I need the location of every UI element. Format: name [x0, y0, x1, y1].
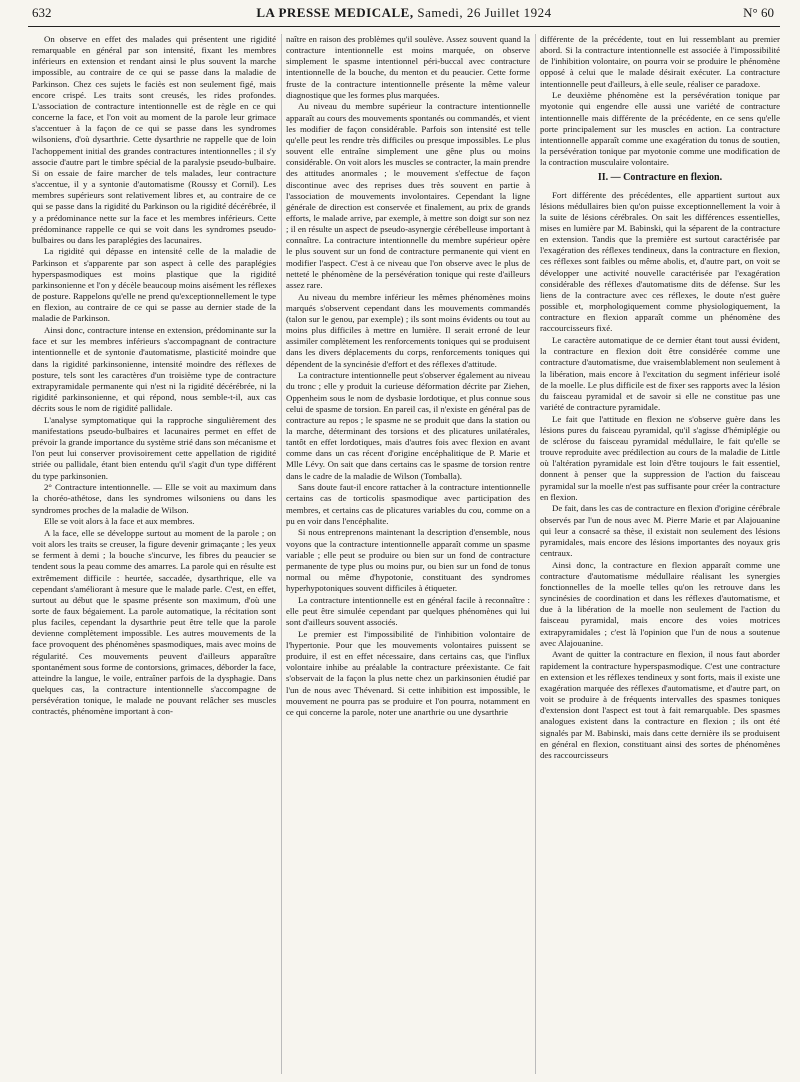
page-number: 632 — [32, 5, 52, 20]
column-divider — [535, 34, 536, 1074]
paragraph: différente de la précédente, tout en lui ressemblant au premier abord. Si la contracture intentionnelle est associée à l'impossibilité de l'inhibition volontaire, on pourra voir se produire le phénomène opposé à celui que le malade désirait exécuter. La contracture intentionnelle peut d'ailleurs, à elle seule, réaliser ce paradoxe. — [540, 34, 780, 89]
paragraph: La contracture intentionnelle peut s'observer également au niveau du tronc ; elle y produit la curieuse déformation décrite par Ziehen, Oppenheim sous le nom de dysbasie lordotique, et plus connue sous celui de spasme de torsion. En pareil cas, il n'existe en général pas de contracture au repos ; le spasme ne se produit que dans la station ou la marche, déterminant des torsions et des plicatures unilatérales, tantôt en effet lordotiques, mais d'autres fois avec flexion en avant comme dans un cas récent d'origine encéphalitique de P. Marie et Mlle Lévy. On sait que dans certains cas le spasme de torsion rentre dans le cadre de la maladie de Wilson (Tomballa). — [286, 370, 530, 481]
paragraph: Ainsi donc, la contracture en flexion apparaît comme une contracture d'automatisme médullaire réalisant les synergies fonctionnelles de la moelle telles qu'on les retrouve dans les syncinésies de coordination et dans les réflexes d'automatisme, et due à la libération de la moelle non seulement de l'action du faisceau pyramidal, mais encore des voies motrices extrapyramidales ; c'est là l'opinion que l'un de nous a soutenue avec Alajouanine. — [540, 559, 780, 648]
paragraph: Ainsi donc, contracture intense en extension, prédominante sur la face et sur les membres inférieurs s'accompagnant de contracture intentionnelle et de syntonie d'automatisme, plasticité moindre que dans la rigidité parkinsonienne, intensité moindre des réflexes de posture, tels sont les caractères d'un troisième type de contracture extrapyramidale permanente qui n'est ni la rigidité décérébrée, ni la rigidité parkinsonienne, et qui répond, nous semble-t-il, aux cas décrits sous le nom de rigidité pallidale. — [32, 325, 276, 414]
section-paragraph: 2° Contracture intentionnelle. — Elle se voit au maximum dans la choréo-athétose, dans les syndromes wilsoniens ou dans les syndromes proches de la maladie de Wilson. — [32, 482, 276, 515]
paragraph: Le caractère automatique de ce dernier étant tout aussi évident, la contracture en flexion doit être considérée comme une contracture d'automatisme, due vraisemblablement non seulement à la libération, mais encore à l'excitation du segment inférieur isolé de la moelle. Le plus difficile est de fixer ses rapports avec la lésion du faisceau pyramidal et de savoir si elle ne constitue pas une variété de contracture pyramidale. — [540, 335, 780, 412]
paragraph: De fait, dans les cas de contracture en flexion d'origine cérébrale observés par l'un de nous avec M. Pierre Marie et par Alajouanine qui leur a consacré sa thèse, il existait non seulement des lésions pyramidales, mais encore des lésions importantes des noyaux gris centraux. — [540, 503, 780, 559]
paragraph: La contracture intentionnelle est en général facile à reconnaître : elle peut être simulée cependant par quelques phénomènes qui lui sont d'ailleurs souvent associés. — [286, 594, 530, 628]
paragraph: Au niveau du membre inférieur les mêmes phénomènes moins marqués s'observent cependant dans les mouvements commandés (talon sur le genou, par exemple) ; ils sont moins évidents ou tout au moins plus difficiles à mettre en lumière. Il serait erroné de leur assimiler complètement les renforcements toniques qui se produisent dans les divers déplacements du corps, renforcements toniques qui dépendent de la syncinésie d'effort et des réflexes d'attitude. — [286, 291, 530, 369]
paragraph: Elle se voit alors à la face et aux membres. — [44, 516, 195, 527]
text-column-1 — [32, 34, 276, 1080]
paragraph: Le fait que l'attitude en flexion ne s'observe guère dans les lésions pures du faisceau pyramidal, qu'il s'agisse d'hémiplégie ou de sclérose du faisceau pyramidal médullaire, le fait qu'elle se trouve reproduite avec prédilection au cours de la maladie de Little où l'altération pyramidale est loin d'être toujours le fait essentiel, donnent à penser que la suppression de l'action du faisceau pyramidal sur la moelle n'est pas suffisante pour créer la contracture en flexion. — [540, 413, 780, 502]
text-column-2 — [286, 34, 530, 1080]
text-column-3 — [540, 34, 780, 1080]
paragraph: Avant de quitter la contracture en flexion, il nous faut aborder rapidement la contracture hyperspasmodique. C'est une contracture en extension et les réflexes tendineux y sont forts, mais il existe une exagération marquée des réflexes d'automatisme, et d'autre part, on voit se produire à de fréquents intervalles des spasmes toniques d'extension dont l'aspect est tout à fait remarquable. Des spasmes analogues existent dans la contracture en flexion ; ils ont été signalés par M. Babinski, mais dans cette dernière ils se produisent en général en flexion, constituant ainsi des sortes de phénomènes des raccourcisseurs — [540, 649, 780, 760]
issue-date: Samedi, 26 Juillet 1924 — [417, 5, 552, 20]
paragraph: Le premier est l'impossibilité de l'inhibition volontaire de l'hypertonie. Pour que les mouvements volontaires puissent se produire, il est en effet nécessaire, dans certains cas, que l'influx volontaire inhibe au préalable la contracture préexistante. Ce fait s'observait de la façon la plus nette chez un parkinsonien étudié par l'un de nous avec Thévenard. Si cette inhibition est impossible, le mouvement ne pourra pas se produire et l'on pourra, notamment en ce qui concerne la parole, noter une anarthrie ou une dysarthrie — [286, 628, 530, 717]
paragraph: Fort différente des précédentes, elle appartient surtout aux lésions médullaires bien qu'on puisse exceptionnellement la voir à la suite de lésions cérébrales. On sait les différences essentielles, mises en lumière par M. Babinski, qui la séparent de la contracture en extension. Tandis que la première est surtout caractérisée par l'exagération des réflexes tendineux, dans la contracture en flexion, ces réflexes sont faibles ou même abolis, et, d'autre part, on voit se développer une activité nouvelle caractérisée par l'exagération considérable des réflexes d'automatisme dits de défense. Sur les liens de la contracture avec ces réflexes, le doute n'est guère possible et, morphologiquement comme physiologiquement, la contracture en flexion apparaît comme un phénomène des raccourcisseurs fixé. — [540, 189, 780, 334]
paragraph: naître en raison des problèmes qu'il soulève. Assez souvent quand la contracture intentionnelle est moins marquée, on observe simplement le spasme intentionnel péri-buccal avec contracture intentionnelle de la bouche, du menton et du peaucier. Cette forme fruste de la contracture intentionnelle présente la même valeur diagnostique que les formes plus marquées. — [286, 34, 530, 100]
page-header — [28, 2, 780, 24]
header-rule — [28, 26, 780, 27]
paragraph: A la face, elle se développe surtout au moment de la parole ; on voit alors les traits se creuser, la figure devenir grimaçante ; les yeux se ferment à demi ; la bouche s'incurve, les fibres du peaucier se tendent sous la peau comme des amarres. La parole qui en résulte est extrêmement difficile : heurtée, saccadée, dysarthrique, elle va cependant s'améliorant à mesure que le malade parle. C'est, en effet, surtout au début que le spasme présente son maximum, d'où une sorte de faux bégaiement. La parole automatique, la récitation sont plus faciles, cependant la dysarthrie peut être telle que la parole devienne complètement impossible. Les autres mouvements de la face provoquent des phénomènes spasmodiques, mais avec moins de régularité. Ces mouvements peuvent d'ailleurs apparaître spontanément sous forme de contorsions, grimaces, déborder la face, atteindre la langue, le voile, entraîner parfois de la dysphagie. Dans quelques cas, la contracture intentionnelle s'accompagne de persévération tonique, le malade ne pouvant relâcher ses muscles contractés, phénomène important à con- — [32, 527, 276, 717]
column-divider — [281, 34, 282, 1074]
paragraph: Sans doute faut-il encore rattacher à la contracture intentionnelle certains cas de torticolis spasmodique avec participation des membres, et certains cas de plicatures variables du cou, comme on a pu en voir dans l'encéphalite. — [286, 482, 530, 526]
paragraph: Au niveau du membre supérieur la contracture intentionnelle apparaît au cours des mouvements spontanés ou commandés, et vient les modifier de façon considérable. Parfois son intensité est telle qu'elle peut les rendre très difficiles ou presque impossibles. Le plus souvent elle entraîne simplement une gêne plus ou moins considérable. On voit alors les muscles se contracter, la main prendre des attitudes anormales ; le mouvement s'effectue de façon discontinue avec des reprises dues très souvent en partie à l'association de mouvements involontaires. Cependant la ligne générale de direction est conservée et finalement, au prix de grands efforts, le malade arrive, par exemple, à mettre son doigt sur son nez ; il en résulte un aspect de pseudo-asynergie cérébelleuse important à connaître. La contracture intentionnelle du membre supérieur opère le plus souvent sur un fond de contracture permanente qui vient en modifier l'aspect. C'est à ce niveau que l'on observe avec le plus de netteté le phénomène de la persévération tonique qui reste d'ailleurs assez rare. — [286, 101, 530, 290]
journal-title: LA PRESSE MEDICALE, — [256, 5, 414, 20]
paragraph: La rigidité qui dépasse en intensité celle de la maladie de Parkinson et s'apparente par son aspect à celle des paraplégies hyperspasmodiques est moins plastique que la rigidité parkinsonienne et l'on y décèle beaucoup moins aisément les réflexes de posture. Rappelons qu'elle ne prend qu'exceptionnellement le type en flexion, au contraire de ce qui se passe au dernier stade de la maladie de Parkinson. — [32, 246, 276, 324]
paragraph: L'analyse symptomatique qui la rapproche singulièrement des manifestations pseudo-bulbaires et lacunaires permet en effet de prévoir la grande importance du système strié dans son mécanisme et l'on peut lui conserver provisoirement cette appellation de rigidité striée ou pallidale, étant bien entendu qu'il s'agit d'un type différent du type parkinsonien. — [32, 414, 276, 481]
paragraph: Si nous entreprenons maintenant la description d'ensemble, nous voyons que la contracture intentionnelle apparaît comme un spasme variable ; elle peut se produire ou bien sur un fond de contracture permanente de type plus ou moins pur, ou bien sur un fond de tonus normal ou même d'hypotonie, constituant des syndromes hyperhypotoniques souvent difficiles à étiqueter. — [286, 527, 530, 594]
paragraph: Le deuxième phénomène est la persévération tonique par myotonie qui engendre elle aussi une variété de contracture intentionnelle mais différente de la précédente, en ce sens qu'elle porte principalement sur les muscles en action. La contracture intentionnelle apparaît comme une exagération du tonus de soutien, la persévération tonique par myotonie comme une modification de la contraction musculaire volontaire. — [540, 90, 780, 168]
section-heading: II. — Contracture en flexion. — [597, 172, 723, 184]
running-title — [28, 5, 780, 21]
issue-number: N° 60 — [743, 5, 774, 20]
paragraph: On observe en effet des malades qui présentent une rigidité remarquable en général par son intensité, fixant les membres inférieurs en extension et rendant ainsi le plus souvent la marche impossible, au contraire de ce qui se passe dans la maladie de Parkinson. Chez ces sujets le faciès est non seulement figé, mais encore crispé. Les traits sont creusés, les rides profondes. L'association de contracture intentionnelle est de règle en ce qui concerne la face, et l'on voit au moment de la parole leur grimace s'accentuer à la façon de ce qui se passe dans les syndromes wilsoniens, d'où dysarthrie. Cette dysarthrie ne rappelle que de loin l'achoppement initial des grandes contractures intentionnelles ; il s'y associe d'autre part le timbre spécial de la paralysie pseudo-bulbaire. Si on essaie de faire marcher de tels malades, leur contracture s'accentue, il y a syntonie d'automatisme (Roussy et Cornil). Les membres supérieurs sont relativement libres et, au contraire de ce qui se passe dans la rigidité du Parkinson ou la rigidité décérébrée, il y a prédominance nette sur la face et les membres inférieurs. Cette prédominance rappelle ce qui se voit dans les syndromes pseudo-bulbaires ou dans les paraplégies des lacunaires. — [32, 34, 276, 245]
